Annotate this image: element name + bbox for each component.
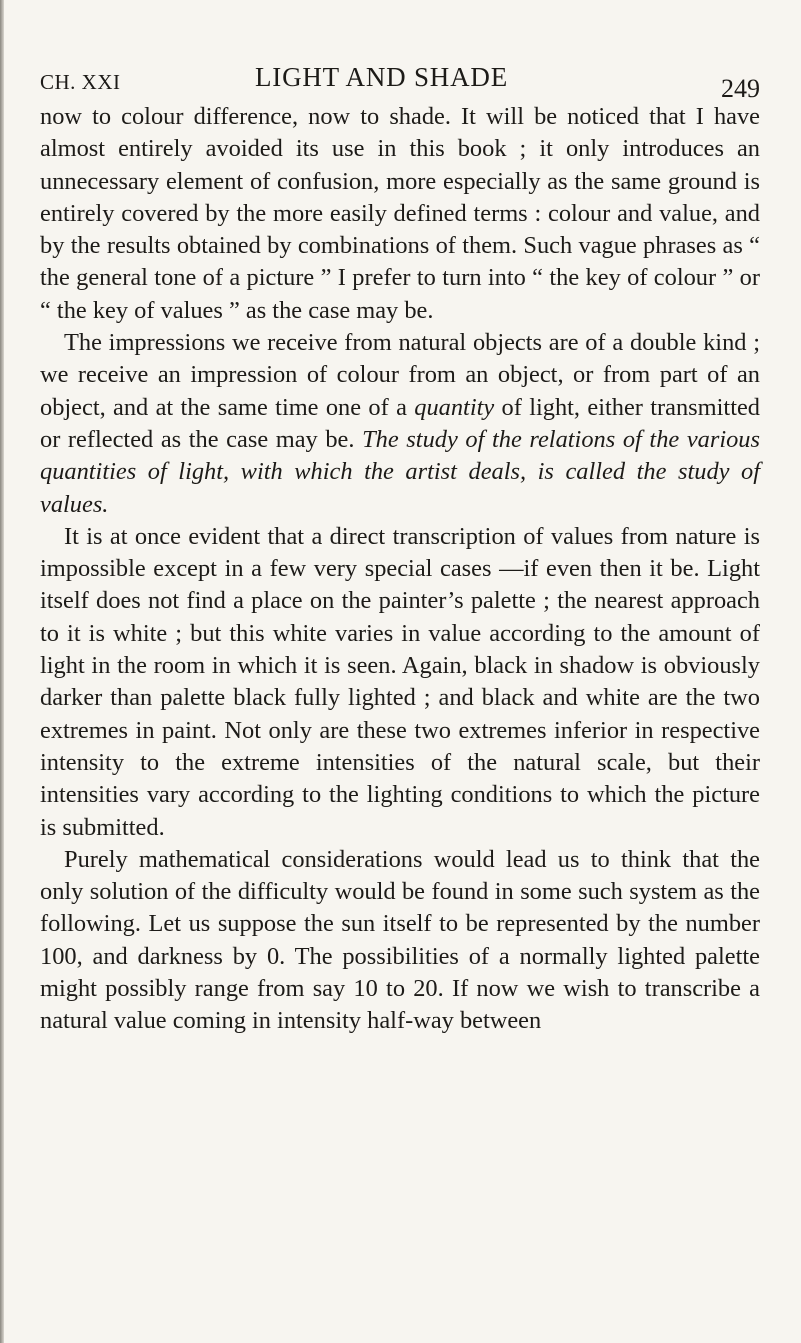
body-text (40, 101, 760, 1038)
page-number: 249 (721, 74, 760, 103)
running-head (40, 62, 760, 102)
paragraph-3: It is at once evident that a direct transcription of values from nature is impossible except in a few very special cases —if even then it be. Light itself does not find a place on the painter’s palette ; the nearest approach to it is white ; but this white varies in value according to the amount of light in the room in which it is seen. Again, black in shadow is obviously darker than palette black fully lighted ; and black and white are the two extremes in paint. Not only are these two extremes inferior in respective intensity to the extreme intensities of the natural scale, but their intensities vary according to the lighting conditions to which the picture is submitted. (40, 522, 760, 841)
paragraph-2-part-c: of light, either transmitted or reflected as the case may be. (40, 393, 760, 453)
running-title: LIGHT AND SHADE (255, 62, 508, 92)
paragraph-2-italic-quantity: quantity (414, 393, 495, 421)
paragraph-1: now to colour difference, now to shade. It will be noticed that I have almost entirely avoided its use in this book ; it only introduces an unnecessary element of confusion, more especially as the same ground is entirely covered by the more easily defined terms : colour and value, and by the results obtained by combinations of them. Such vague phrases as “ the general tone of a picture ” I prefer to turn into “ the key of colour ” or “ the key of values ” as the case may be. (40, 103, 760, 324)
chapter-label: CH. XXI (40, 70, 121, 94)
paragraph-4: Purely mathematical considerations would lead us to think that the only solution of the difficulty would be found in some such system as the following. Let us suppose the sun itself to be represented by the number 100, and darkness by 0. The possibilities of a normally lighted palette might possibly range from say 10 to 20. If now we wish to transcribe a natural value coming in intensity half-way between (40, 845, 760, 1035)
page-gutter-edge (0, 0, 4, 1343)
paragraph-2 (40, 327, 760, 521)
paragraph-2-part-a: The impressions we receive from natural objects are of a double kind ; we receive an impression of colour from an object, or from part of an object, and at the same time one of a (40, 329, 760, 421)
paragraph-2-italic-definition: The study of the relations of the various quantities of light, with which the artist deals, is called the study of values. (40, 425, 760, 518)
